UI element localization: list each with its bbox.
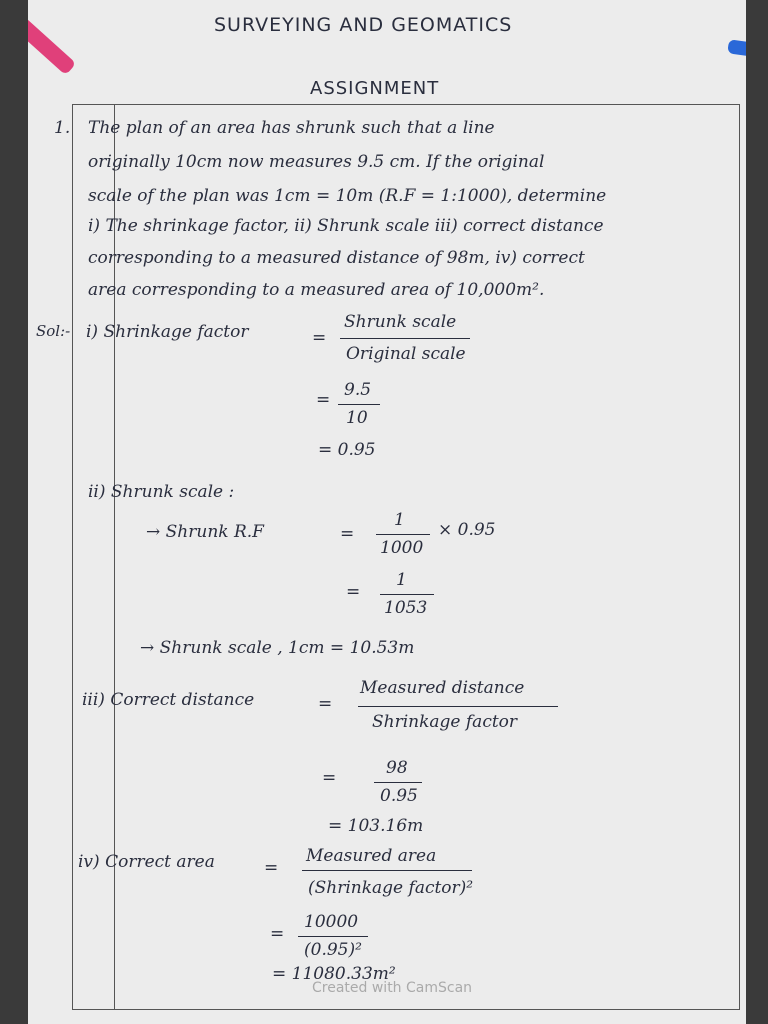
blue-pen-tip [727,39,746,58]
question-number: 1. [54,118,71,138]
fraction-bar [374,782,422,783]
fraction-denominator: 0.95 [380,786,418,806]
equals-sign: = [316,390,331,410]
part3-heading: iii) Correct distance [82,690,255,710]
part4-heading: iv) Correct area [78,852,215,872]
fraction-numerator: 10000 [304,912,359,932]
part1-result: = 0.95 [318,440,376,460]
fraction-numerator: 1 [396,570,407,590]
fraction-denominator: Original scale [346,344,466,364]
fraction-denominator: 1000 [380,538,424,558]
multiplier: × 0.95 [438,520,496,540]
fraction-bar [376,534,430,535]
equals-sign: = [270,924,285,944]
equals-sign: = [346,582,361,602]
shrunk-scale-line: → Shrunk scale , 1cm = 10.53m [140,638,415,658]
fraction-bar [302,870,472,871]
fraction-bar [358,706,558,707]
question-line: area corresponding to a measured area of 10,000m². [88,280,545,300]
fraction-denominator: 10 [346,408,368,428]
fraction-denominator: (0.95)² [304,940,362,960]
fraction-bar [338,404,380,405]
fraction-numerator: Measured distance [360,678,525,698]
question-line: i) The shrinkage factor, ii) Shrunk scale iii) correct distance [88,216,604,236]
part4-result: = 11080.33m² [272,964,396,984]
page-subtitle: ASSIGNMENT [310,78,440,99]
equals-sign: = [318,694,333,714]
equals-sign: = [340,524,355,544]
fraction-denominator: Shrinkage factor [372,712,518,732]
page-title: SURVEYING AND GEOMATICS [214,14,513,36]
fraction-denominator: 1053 [384,598,428,618]
fraction-bar [298,936,368,937]
question-line: The plan of an area has shrunk such that a line [88,118,495,138]
equals-sign: = [264,858,279,878]
notebook-page [28,0,746,1024]
part2-heading: ii) Shrunk scale : [88,482,235,502]
fraction-numerator: Shrunk scale [344,312,457,332]
solution-label: Sol:- [36,322,71,340]
pink-pen-tip [28,17,76,76]
fraction-numerator: 98 [386,758,408,778]
question-line: scale of the plan was 1cm = 10m (R.F = 1:1000), determine [88,186,607,206]
equals-sign: = [312,328,327,348]
fraction-numerator: Measured area [306,846,437,866]
fraction-bar [380,594,434,595]
equals-sign: = [322,768,337,788]
fraction-numerator: 1 [394,510,405,530]
shrunk-rf-label: → Shrunk R.F [146,522,264,542]
margin-line [114,104,115,1010]
question-line: corresponding to a measured distance of 98m, iv) correct [88,248,585,268]
fraction-denominator: (Shrinkage factor)² [308,878,474,898]
part1-heading: i) Shrinkage factor [86,322,249,342]
part3-result: = 103.16m [328,816,424,836]
question-line: originally 10cm now measures 9.5 cm. If the original [88,152,545,172]
camscan-watermark: Created with CamScan [312,980,473,996]
fraction-bar [340,338,470,339]
fraction-numerator: 9.5 [344,380,372,400]
